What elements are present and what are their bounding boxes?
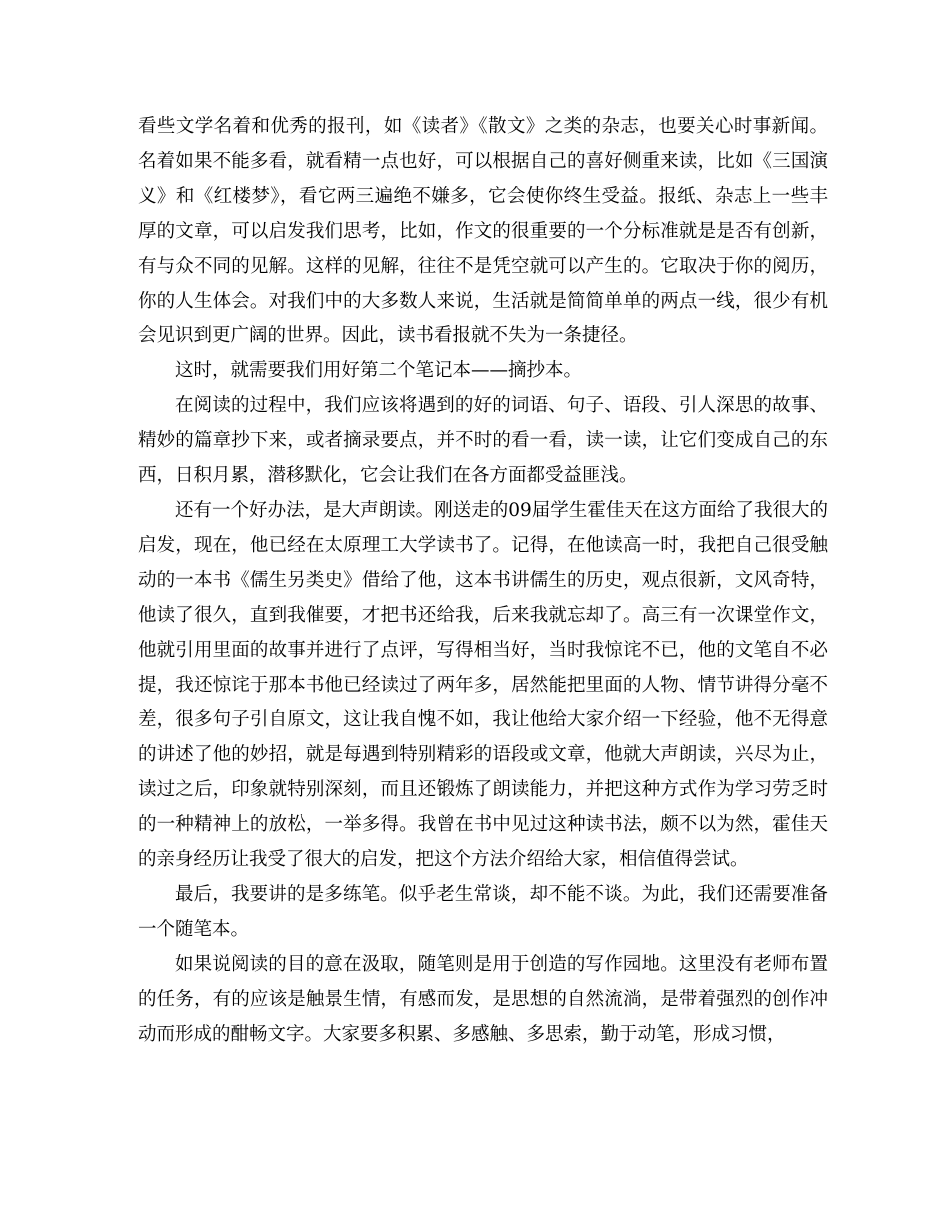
paragraph-4: 还有一个好办法，是大声朗读。刚送走的09届学生霍佳天在这方面给了我很大的启发，现在，他已经在太原理工大学读书了。记得，在他读高一时，我把自己很受触动的一本书《儒生另类史》借给了他，这本书讲儒生的历史，观点很新，文风奇特，他读了很久，直到我催要，才把书还给我，后来我就忘却了。高三有一次课堂作文，他就引用里面的故事并进行了点评，写得相当好，当时我惊诧不已，他的文笔自不必提，我还惊诧于那本书他已经读过了两年多，居然能把里面的人物、情节讲得分毫不差，很多句子引自原文，这让我自愧不如，我让他给大家介绍一下经验，他不无得意的讲述了他的妙招，就是每遇到特别精彩的语段或文章，他就大声朗读，兴尽为止，读过之后，印象就特别深刻，而且还锻炼了朗读能力，并把这种方式作为学习劳乏时的一种精神上的放松，一举多得。我曾在书中见过这种读书法，颇不以为然，霍佳天的亲身经历让我受了很大的启发，把这个方法介绍给大家，相信值得尝试。 [138, 499, 828, 871]
document-page [138, 110, 828, 1052]
paragraph-6: 如果说阅读的目的意在汲取，随笔则是用于创造的写作园地。这里没有老师布置的任务，有的应该是触景生情，有感而发，是思想的自然流淌，是带着强烈的创作冲动而形成的酣畅文字。大家要多积累、多感触、多思索，勤于动笔，形成习惯， [138, 953, 828, 1045]
paragraph-5: 最后，我要讲的是多练笔。似乎老生常谈，却不能不谈。为此，我们还需要准备一个随笔本。 [138, 883, 828, 940]
paragraph-3: 在阅读的过程中，我们应该将遇到的好的词语、句子、语段、引人深思的故事、精妙的篇章抄下来，或者摘录要点，并不时的看一看，读一读，让它们变成自己的东西，日积月累，潜移默化，它会让我们在各方面都受益匪浅。 [138, 395, 828, 487]
paragraph-2: 这时，就需要我们用好第二个笔记本——摘抄本。 [175, 360, 583, 382]
paragraph-1: 看些文学名着和优秀的报刊，如《读者》《散文》之类的杂志，也要关心时事新闻。名着如果不能多看，就看精一点也好，可以根据自己的喜好侧重来读，比如《三国演义》和《红楼梦》，看它两三遍绝不嫌多，它会使你终生受益。报纸、杂志上一些丰厚的文章，可以启发我们思考，比如，作文的很重要的一个分标准就是是否有创新，有与众不同的见解。这样的见解，往往不是凭空就可以产生的。它取决于你的阅历，你的人生体会。对我们中的大多数人来说，生活就是简简单单的两点一线，很少有机会见识到更广阔的世界。因此，读书看报就不失为一条捷径。 [138, 116, 828, 347]
